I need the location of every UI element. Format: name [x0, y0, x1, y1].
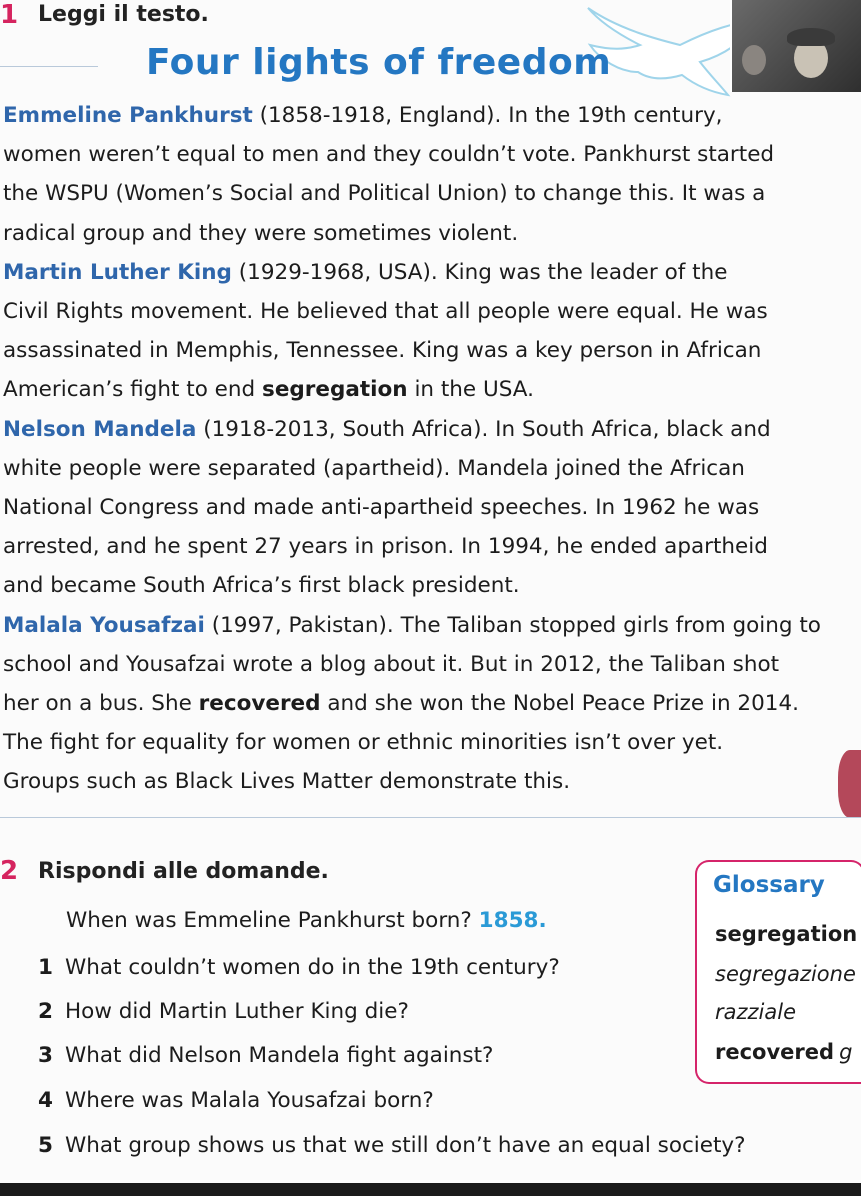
- person-name: Nelson Mandela: [3, 416, 197, 442]
- passage-text: white people were separated (apartheid). Mandela joined the African: [3, 455, 745, 481]
- passage-line: [3, 214, 858, 253]
- glossary-translation-recovered: g: [839, 1040, 853, 1064]
- passage-text: the WSPU (Women’s Social and Political Union) to change this. It was a: [3, 181, 766, 207]
- passage-line: [3, 684, 858, 723]
- passage-text: her on a bus. She: [3, 691, 199, 717]
- question-text: What did Nelson Mandela fight against?: [65, 1043, 494, 1068]
- passage-line: [3, 723, 858, 762]
- question-3: [38, 1043, 493, 1068]
- passage-line: [3, 370, 858, 409]
- question-number: 4: [38, 1088, 53, 1113]
- photo-hat: [787, 28, 835, 46]
- passage-text: radical group and they were sometimes violent.: [3, 220, 519, 246]
- passage-line: [3, 449, 858, 488]
- bottom-bar: [0, 1183, 861, 1196]
- passage-text: and she won the Nobel Peace Prize in 2014.: [320, 691, 799, 717]
- passage-text: (1918-2013, South Africa). In South Africa, black and: [196, 416, 771, 442]
- side-illustration: [838, 750, 861, 818]
- question-text: How did Martin Luther King die?: [65, 999, 409, 1024]
- passage-text: (1858-1918, England). In the 19th century,: [252, 103, 723, 128]
- glossary-box: [695, 902, 861, 1084]
- glossary-word: segregation: [262, 377, 408, 403]
- glossary-translation-segregation-1: segregazione: [715, 962, 856, 986]
- passage-line: [3, 566, 858, 605]
- person-name: Malala Yousafzai: [3, 612, 205, 638]
- example-question: [66, 908, 547, 933]
- passage-text: American’s fight to end: [3, 377, 263, 403]
- passage-title: Four lights of freedom: [146, 42, 612, 83]
- question-5: [38, 1133, 746, 1158]
- question-text: Where was Malala Yousafzai born?: [65, 1088, 434, 1113]
- glossary-tab: [695, 860, 861, 906]
- historical-photo: [730, 0, 861, 92]
- question-4: [38, 1088, 434, 1113]
- passage-text: assassinated in Memphis, Tennessee. King was a key person in African: [3, 338, 762, 364]
- photo-figure: [742, 45, 766, 75]
- passage-line: [3, 96, 858, 135]
- exercise-1-number: 1: [0, 0, 19, 30]
- question-2: [38, 999, 409, 1024]
- passage-text: (1997, Pakistan). The Taliban stopped girls from going to: [204, 612, 821, 638]
- question-number: 5: [38, 1133, 53, 1158]
- question-number: 3: [38, 1043, 53, 1068]
- question-text: What couldn’t women do in the 19th century?: [65, 955, 560, 980]
- passage: [3, 96, 858, 802]
- passage-line: [3, 174, 858, 213]
- question-number: 1: [38, 955, 53, 980]
- question-number: 2: [38, 999, 53, 1024]
- passage-text: in the USA.: [407, 377, 534, 403]
- question-1: [38, 955, 560, 980]
- glossary-term-recovered: recovered: [715, 1040, 835, 1064]
- passage-text: Civil Rights movement. He believed that all people were equal. He was: [3, 299, 768, 325]
- section-separator: [0, 817, 861, 818]
- passage-text: Groups such as Black Lives Matter demonstrate this.: [3, 769, 571, 795]
- passage-text: school and Yousafzai wrote a blog about it. But in 2012, the Taliban shot: [3, 651, 780, 677]
- exercise-1-instruction: Leggi il testo.: [38, 2, 209, 27]
- exercise-2-instruction: Rispondi alle domande.: [38, 859, 329, 884]
- passage-text: The fight for equality for women or ethnic minorities isn’t over yet.: [3, 730, 724, 756]
- passage-line: [3, 762, 858, 801]
- glossary-entry-recovered: [715, 1040, 852, 1064]
- passage-text: and became South Africa’s first black president.: [3, 573, 520, 599]
- glossary-term-segregation: segregation: [715, 922, 858, 946]
- glossary-title: Glossary: [713, 872, 825, 898]
- passage-text: (1929-1968, USA). King was the leader of the: [231, 259, 728, 285]
- person-name: Emmeline Pankhurst: [3, 103, 253, 128]
- passage-line: [3, 527, 858, 566]
- exercise-2-number: 2: [0, 856, 19, 886]
- glossary-word: recovered: [198, 691, 321, 717]
- example-question-text: When was Emmeline Pankhurst born?: [66, 908, 472, 933]
- passage-line: [3, 253, 858, 292]
- passage-text: National Congress and made anti-apartheid speeches. In 1962 he was: [3, 495, 760, 521]
- passage-line: [3, 606, 858, 645]
- example-answer: 1858.: [478, 908, 547, 933]
- passage-line: [3, 331, 858, 370]
- passage-text: arrested, and he spent 27 years in prison. In 1994, he ended apartheid: [3, 534, 768, 560]
- question-text: What group shows us that we still don’t have an equal society?: [65, 1133, 746, 1158]
- passage-line: [3, 645, 858, 684]
- glossary-translation-segregation-2: razziale: [715, 1000, 797, 1024]
- title-rule: [0, 66, 98, 67]
- passage-line: [3, 488, 858, 527]
- passage-line: [3, 135, 858, 174]
- passage-line: [3, 292, 858, 331]
- person-name: Martin Luther King: [3, 259, 232, 285]
- passage-line: [3, 410, 858, 449]
- passage-text: women weren’t equal to men and they couldn’t vote. Pankhurst started: [3, 142, 775, 168]
